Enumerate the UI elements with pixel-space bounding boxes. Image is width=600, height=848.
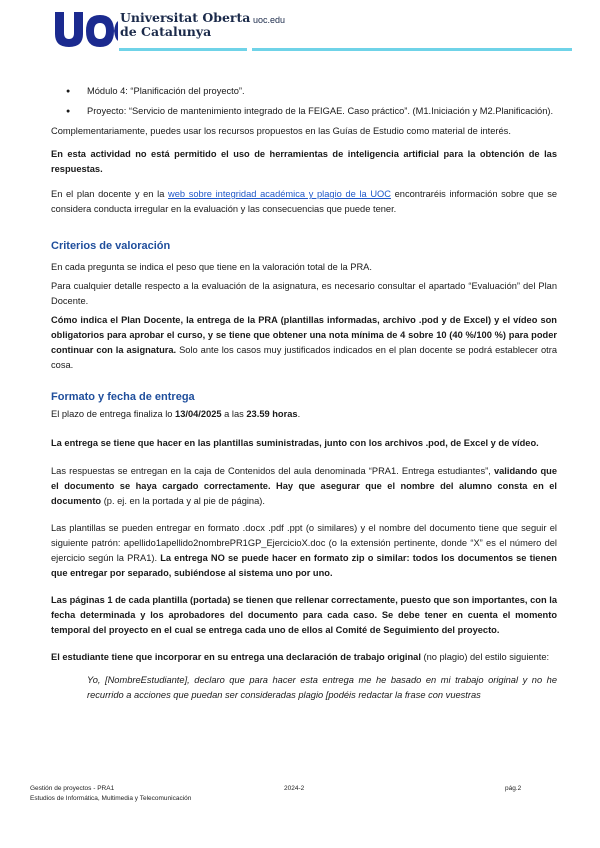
plazo-paragraph: El plazo de entrega finaliza lo 13/04/2025 a las 23.59 horas. xyxy=(51,409,301,419)
criterios-p1: En cada pregunta se indica el peso que tiene en la valoración total de la PRA. xyxy=(51,262,372,272)
ai-warning: En esta actividad no está permitido el uso de herramientas de inteligencia artificial para la obtención de las respuestas. xyxy=(51,149,557,174)
page-content xyxy=(51,84,557,703)
footer-studies: Estudios de Informática, Multimedia y Telecomunicación xyxy=(30,795,192,802)
complement-paragraph: Complementariamente, puedes usar los recursos propuestos en las Guías de Estudio como material de interés. xyxy=(51,126,511,136)
caja-paragraph: Las respuestas se entregan en la caja de Contenidos del aula denominada “PRA1. Entrega estudiantes”, validando que el documento se haya cargado correctamente. Hay que asegurar que el nombre del alumno consta en el documento (p. ej. en la portada y al pie de página). xyxy=(51,466,557,506)
footer-term: 2024-2 xyxy=(284,785,305,792)
list-item: ● Módulo 4: “Planificación del proyecto”. xyxy=(51,84,557,99)
declaracion-paragraph: El estudiante tiene que incorporar en su entrega una declaración de trabajo original (no plagio) del estilo siguiente: xyxy=(51,652,550,662)
section-title-entrega: Formato y fecha de entrega xyxy=(51,391,195,403)
criterios-p3: Cómo indica el Plan Docente, la entrega de la PRA (plantillas informadas, archivo .pod y de Excel) y el vídeo son obligatorios para aprobar el curso, y se tiene que obtener una nota mínima de 4 sobre 10 (40 %/100 %) para poder continuar con la asignatura. Solo ante los casos muy justificados indicados en el plan docente se podrá establecer otra cosa. xyxy=(51,315,558,370)
integrity-link[interactable]: web sobre integridad académica y plagio de la UOC xyxy=(168,189,391,199)
list-item: ● Proyecto: “Servicio de mantenimiento integrado de la FEIGAE. Caso práctico”. (M1.Iniciación y M2.Planificación). xyxy=(51,104,557,119)
footer-course: Gestión de proyectos - PRA1 xyxy=(30,785,115,792)
page-header xyxy=(0,0,600,58)
uoc-logo[interactable] xyxy=(53,9,118,49)
header-rule xyxy=(252,48,572,51)
plan-paragraph: En el plan docente y en la web sobre integridad académica y plagio de la UOC encontraréis información sobre que se considera conducta irregular en la evaluación y las consecuencias que puede tener. xyxy=(51,189,558,214)
declaracion-quote: Yo, [NombreEstudiante], declaro que para hacer esta entrega me he basado en mi trabajo original y no he recurrido a acciones que puedan ser consideradas plagio [podéis redactar la frase con vuestras xyxy=(87,675,557,700)
module-list xyxy=(51,84,557,119)
site-url[interactable]: uoc.edu xyxy=(253,15,286,25)
formato-paragraph: Las plantillas se pueden entregar en formato .docx .pdf .ppt (o similares) y el nombre del documento tiene que seguir el siguiente patrón: apellido1apellido2nombrePR1GP_EjercicioX.doc (o la extensión pertinente, donde “X” es el número del ejercicio según la PRA1). La entrega NO se puede hacer en formato zip o similar: todos los documentos se tienen que entregar por separado, subiéndose al sistema uno por uno. xyxy=(51,523,557,578)
university-name: Universitat Oberta de Catalunya xyxy=(120,10,251,39)
section-title-criterios: Criterios de valoración xyxy=(51,240,171,252)
footer-page-number: pág.2 xyxy=(505,785,522,792)
header-rule xyxy=(119,48,247,51)
paginas-paragraph: Las páginas 1 de cada plantilla (portada) se tienen que rellenar correctamente, puesto que son importantes, con la fecha determinada y los aprobadores del documento para cada caso. Se debe tener en cuenta el momento temporal del proyecto en el cual se entrega cada uno de ellos al Comité de Seguimiento del proyecto. xyxy=(51,595,557,635)
criterios-p2: Para cualquier detalle respecto a la evaluación de la asignatura, es necesario consultar el apartado “Evaluación” del Plan Docente. xyxy=(51,281,557,306)
plantillas-paragraph: La entrega se tiene que hacer en las plantillas suministradas, junto con los archivos .pod, de Excel y de vídeo. xyxy=(51,438,539,448)
